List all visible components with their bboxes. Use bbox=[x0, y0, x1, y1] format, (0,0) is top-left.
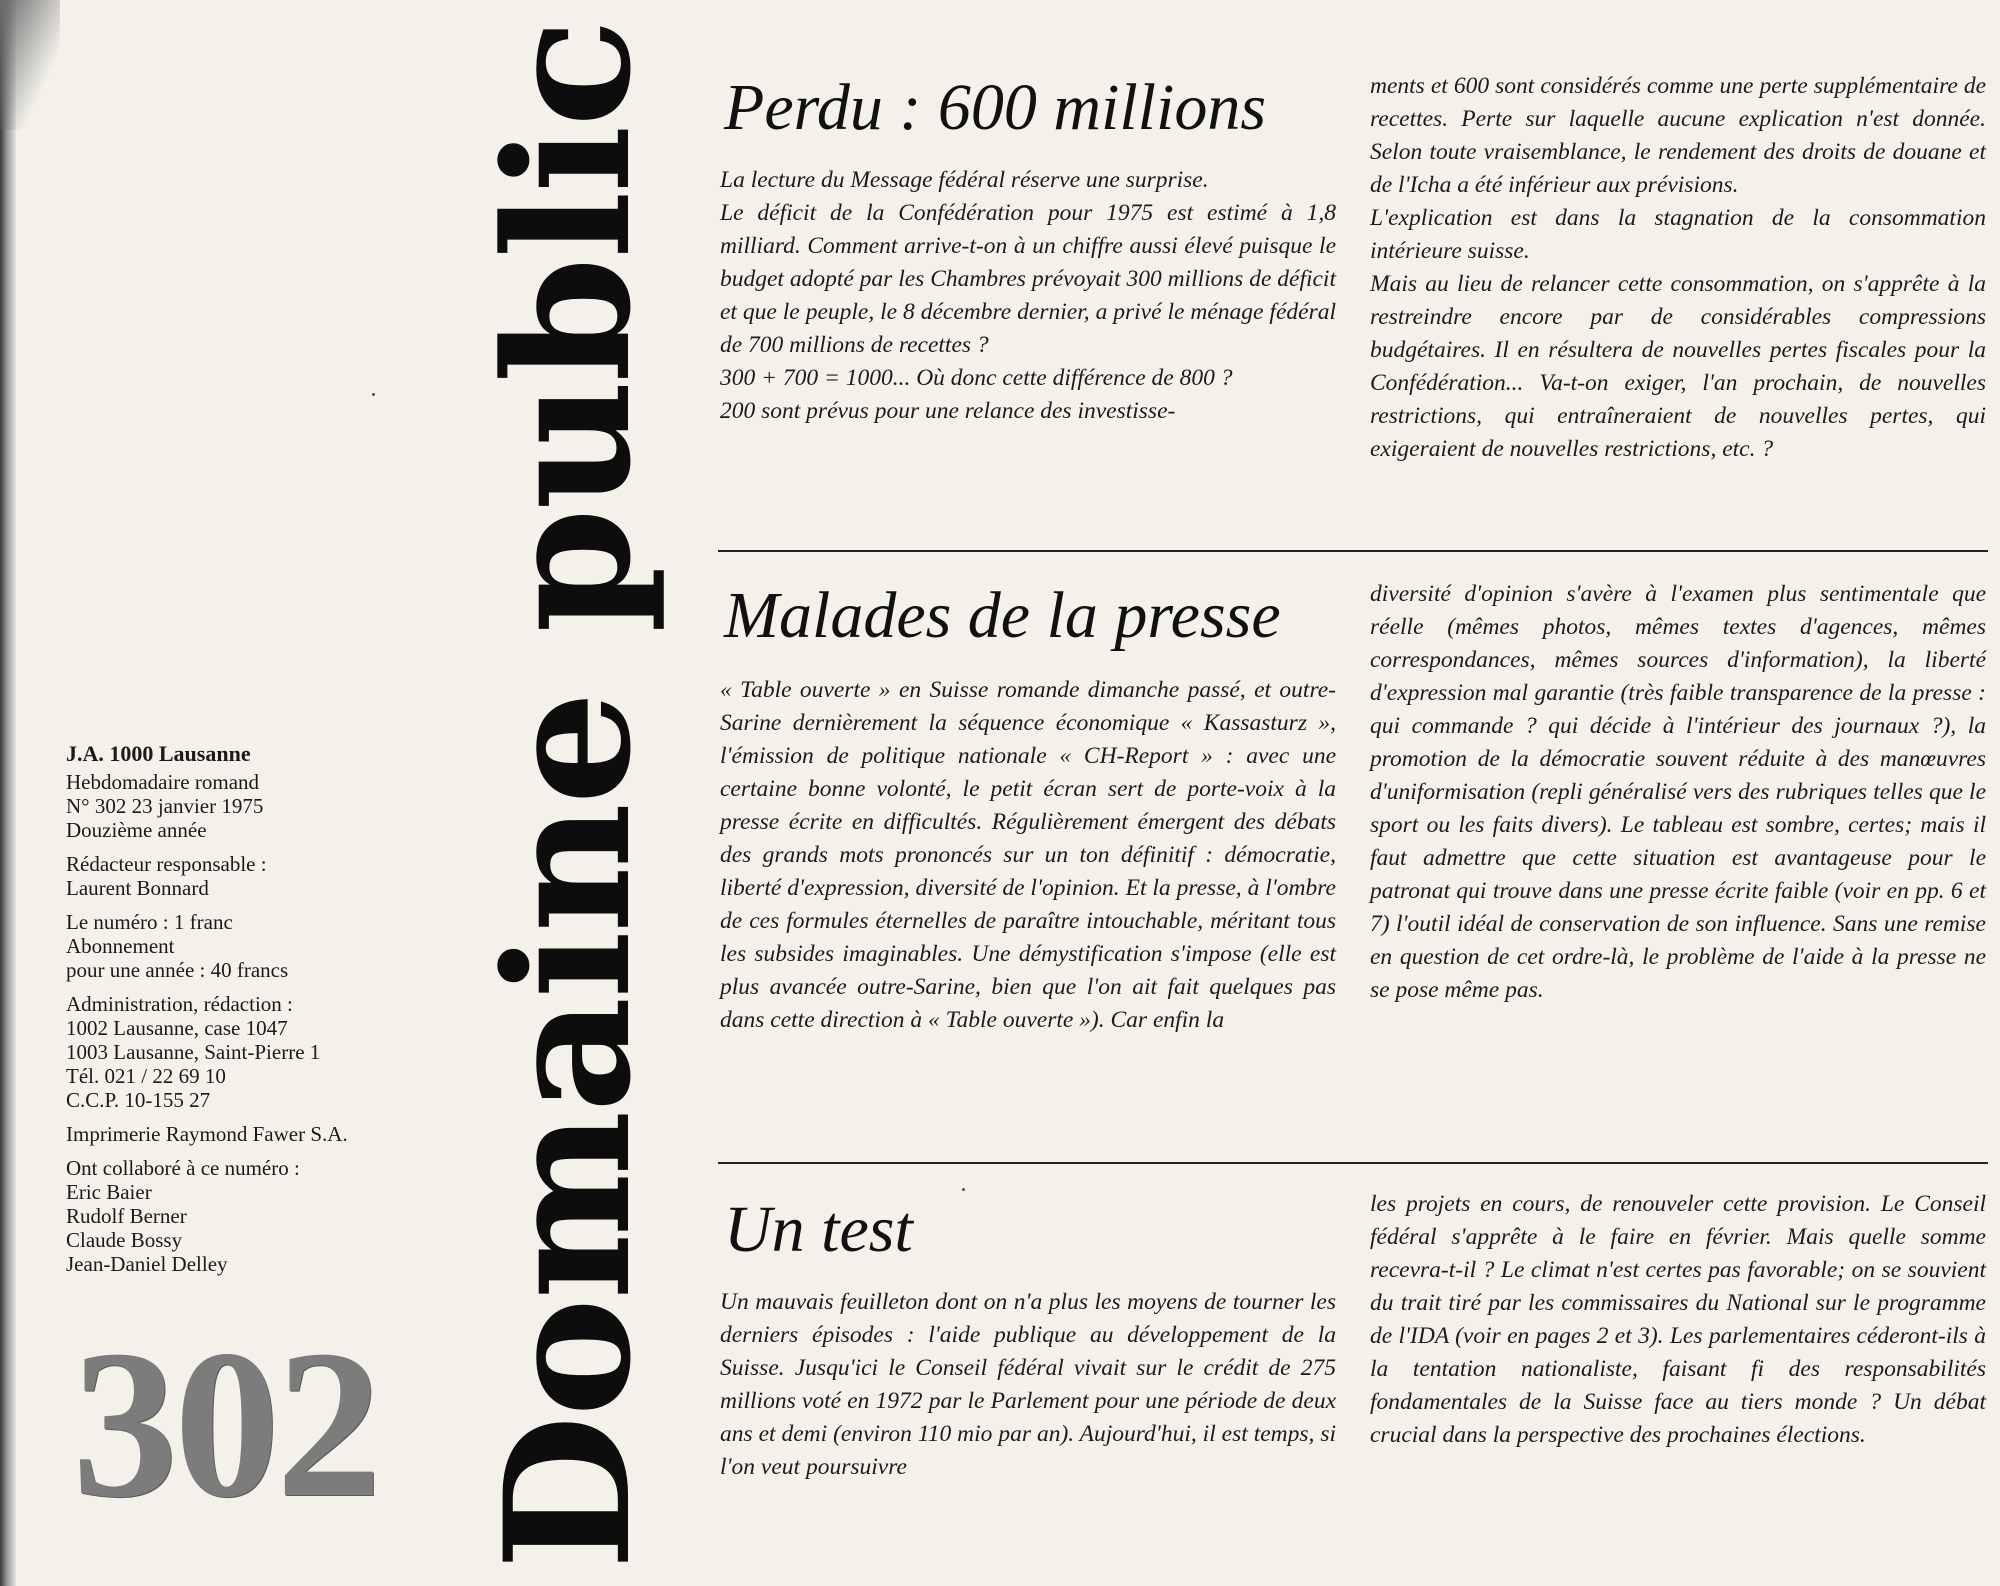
paragraph: Le déficit de la Confédération pour 1975 est estimé à 1,8 milliard. Comment arrive-t-on à un chiffre aussi élevé puisque le budget adopté par les Chambres prévoyait 300 millions de déficit et que le peuple, le 8 décembre dernier, a privé le ménage fédéral de 700 millions de recettes ? bbox=[720, 200, 1336, 358]
paragraph: Mais au lieu de relancer cette consommation, on s'apprête à la restreindre encore par de considérables compressions budgétaires. Il en résultera de nouvelles pertes fiscales pour la Confédération... Va-t-on exiger, l'an prochain, de nouvelles restrictions, qui entraîneraient de nouvelles pertes, qui exigeraient de nouvelles restrictions, etc. ? bbox=[1370, 271, 1986, 462]
mailing-address: J.A. 1000 Lausanne bbox=[66, 741, 251, 766]
article-column-left bbox=[720, 164, 1336, 428]
article-title: Perdu : 600 millions bbox=[724, 71, 1267, 144]
admin-label: Administration, rédaction : bbox=[66, 992, 293, 1016]
paragraph: La lecture du Message fédéral réserve une surprise. bbox=[720, 167, 1209, 193]
paragraph: Un mauvais feuilleton dont on n'a plus les moyens de tourner les derniers épisodes : l'aide publique au développement de la Suisse. Jusqu'ici le Conseil fédéral vivait sur le crédit de 275 millions voté en 1972 par le Parlement pour une période de deux ans et demi (environ 110 mio par an). Aujourd'hui, il est temps, si l'on veut poursuivre bbox=[720, 1289, 1336, 1480]
editor-label: Rédacteur responsable : bbox=[66, 852, 267, 876]
article-column-right bbox=[1370, 1188, 1986, 1452]
article-malades bbox=[718, 566, 1988, 1146]
paragraph: les projets en cours, de renouveler cette provision. Le Conseil fédéral s'apprête à le faire en février. Mais quelle somme recevra-t-il ? Le climat n'est certes pas favorable; on se souvient du trait tiré par les commissaires du National sur le programme de l'IDA (voir en pages 2 et 3). Les parlementaires céderont-ils à la tentation nationaliste, faisant fi des responsabilités fondamentales de la Suisse face au tiers monde ? Un débat crucial dans la perspective des prochaines élections. bbox=[1370, 1191, 1986, 1448]
publication-year: Douzième année bbox=[66, 818, 207, 842]
postal-account: C.C.P. 10-155 27 bbox=[66, 1088, 211, 1112]
article-perdu bbox=[718, 60, 1988, 530]
article-column-right bbox=[1370, 578, 1986, 1007]
print-speck bbox=[372, 393, 375, 396]
issue-price: Le numéro : 1 franc bbox=[66, 910, 233, 934]
article-column-left bbox=[720, 1286, 1336, 1484]
phone-number: Tél. 021 / 22 69 10 bbox=[66, 1064, 226, 1088]
paragraph: diversité d'opinion s'avère à l'examen plus sentimentale que réelle (mêmes photos, mêmes textes d'agences, mêmes correspondances, mêmes sources d'information), la liberté d'expression mal garantie (très faible transparence de la presse : qui commande ? qui décide à l'intérieur des journaux ?), la promotion de la démocratie souvent réduite à des manœuvres d'uniformisation (repli généralisé vers des rubriques telles que le sport ou les faits divers). Le tableau est sombre, certes; mais il faut admettre que cette situation est avantageuse pour le patronat qui trouve dans une presse écrite faible (voir en pp. 6 et 7) l'outil idéal de conservation de son influence. Sans une remise en question de cet ordre-là, le problème de l'aide à la presse ne se pose même pas. bbox=[1370, 581, 1986, 1003]
issue-number: 302 bbox=[72, 1306, 378, 1541]
masthead-title-wrap bbox=[466, 20, 678, 1570]
print-speck bbox=[962, 1188, 965, 1191]
contributors-label: Ont collaboré à ce numéro : bbox=[66, 1156, 300, 1180]
contributor-name: Rudolf Berner bbox=[66, 1204, 187, 1228]
publication-type: Hebdomadaire romand bbox=[66, 770, 260, 794]
contributor-name: Jean-Daniel Delley bbox=[66, 1252, 228, 1276]
admin-address-2: 1003 Lausanne, Saint-Pierre 1 bbox=[66, 1040, 321, 1064]
article-title: Malades de la presse bbox=[724, 579, 1281, 652]
section-divider bbox=[718, 1162, 1988, 1164]
paragraph: ments et 600 sont considérés comme une perte supplémentaire de recettes. Perte sur laquelle aucune explication n'est donnée. Selon toute vraisemblance, le rendement des droits de douane et de l'Icha a été inférieur aux prévisions. bbox=[1370, 73, 1986, 198]
paragraph: « Table ouverte » en Suisse romande dimanche passé, et outre-Sarine dernièrement la séquence économique « Kassasturz », l'émission de politique nationale « CH-Report » : avec une certaine bonne volonté, le petit écran sert de porte-voix à la presse écrite en difficultés. Régulièrement émergent des débats des grands mots prononcés sur un ton définitif : démocratie, liberté d'expression, diversité de l'opinion. Et la presse, à l'ombre de ces formules éternelles de paraître intouchable, méritant tous les subsides imaginables. Une démystification s'impose (elle est plus avancée outre-Sarine, bien que l'on ait fait quelques pas dans cette direction à « Table ouverte »). Car enfin la bbox=[720, 677, 1336, 1033]
editor-name: Laurent Bonnard bbox=[66, 876, 209, 900]
article-column-right bbox=[1370, 70, 1986, 466]
article-column-left bbox=[720, 674, 1336, 1037]
paragraph: L'explication est dans la stagnation de la consommation intérieure suisse. bbox=[1370, 205, 1986, 264]
issue-date: N° 302 23 janvier 1975 bbox=[66, 794, 264, 818]
article-title: Un test bbox=[724, 1193, 913, 1266]
subscription-label: Abonnement bbox=[66, 934, 175, 958]
admin-address-1: 1002 Lausanne, case 1047 bbox=[66, 1016, 288, 1040]
masthead-info bbox=[66, 742, 446, 1286]
masthead-title: Domaine public bbox=[466, 20, 669, 1570]
paragraph: 200 sont prévus pour une relance des investisse- bbox=[720, 398, 1176, 424]
article-un-test bbox=[718, 1180, 1988, 1560]
corner-shadow bbox=[0, 0, 60, 130]
contributor-name: Eric Baier bbox=[66, 1180, 152, 1204]
subscription-price: pour une année : 40 francs bbox=[66, 958, 289, 982]
page-edge-shadow bbox=[0, 0, 16, 1586]
section-divider bbox=[718, 550, 1988, 552]
contributor-name: Claude Bossy bbox=[66, 1228, 183, 1252]
printer-name: Imprimerie Raymond Fawer S.A. bbox=[66, 1122, 348, 1146]
paragraph: 300 + 700 = 1000... Où donc cette différence de 800 ? bbox=[720, 365, 1233, 391]
